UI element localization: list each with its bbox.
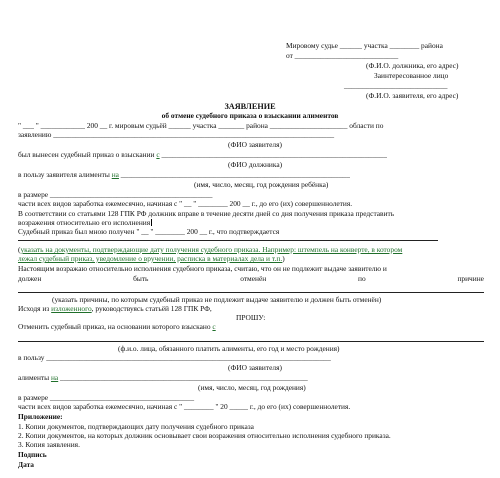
underlined-word-s: с <box>156 150 160 159</box>
body-line-based-on: Исходя из изложенного, руководствуясь статьёй 128 ГПК РФ, <box>18 304 212 313</box>
body-line-objection-statement: Настоящим возражаю относительно исполнения судебного приказа, считаю, что он не подлежит выдаче заявителю и <box>18 264 387 273</box>
hint-documents-line-2: лежал судебный приказ, уведомление о вручении, расписка в материалах дела и т.п.) <box>18 254 285 263</box>
body-line-date-court: " ___ " ____________ 200 __ г. мировым судьёй ______ участка _______ района _____________________ области по <box>18 121 384 130</box>
underlined-word-na: на <box>111 170 119 179</box>
appendix-heading: Приложение: <box>18 412 63 421</box>
appendix-item-1: 1. Копии документов, подтверждающих дату получения судебного приказа <box>18 422 254 431</box>
request-heading: ПРОШУ: <box>236 313 266 322</box>
appendix-item-3: 3. Копия заявления. <box>18 440 80 449</box>
applicant-line: ____________________________ <box>344 81 448 90</box>
body-line-order-received: Судебный приказ был мною получен " __ " ________ 200 __ г., что подтверждается <box>18 227 280 236</box>
caption-debtor-fio: (ФИО должника) <box>228 160 283 169</box>
text-cursor <box>151 219 152 226</box>
caption-payer-data: (ф.и.о. лица, обязанного платить алименты, его год и место рождения) <box>118 344 340 353</box>
fill-line <box>18 240 438 241</box>
document-subtitle: об отмене судебного приказа о взыскании алиментов <box>161 111 339 120</box>
debtor-caption: (Ф.И.О. должника, его адрес) <box>366 61 459 70</box>
underlined-word-izlozhennogo: изложенного <box>51 304 92 313</box>
caption-reasons: (указать причины, по которым судебный приказ не подлежит выдаче заявителю и должен быть отменён) <box>52 295 382 304</box>
caption-applicant-fio: (ФИО заявителя) <box>228 140 282 149</box>
appendix-item-2: 2. Копии документов, на которых должник основывает свои возражения относительно исполнения судебного приказа. <box>18 431 391 440</box>
signature-label: Подпись <box>18 450 47 459</box>
caption-child-data: (имя, число, месяц, год рождения ребёнка) <box>194 180 329 189</box>
body-line-order-issued: был вынесен судебный приказ о взыскании с _____________________________________________________________ <box>18 150 387 159</box>
body-line-amount: в размере ____________________________________________ <box>18 190 213 199</box>
body-line-earnings-start-2: части всех видов заработка ежемесячно, начиная с " ________ " 20 _____ г., до его (их) совершеннолетия. <box>18 402 351 411</box>
body-line-in-favor: в пользу _____________________________________________________________________________ <box>18 353 331 362</box>
fill-line <box>18 341 484 342</box>
body-line-objections: возражения относительно его исполнения <box>18 218 151 227</box>
underlined-word-na: на <box>50 373 59 382</box>
caption-birth-data: (имя, число, месяц, год рождения) <box>198 383 306 392</box>
body-line-reason: должен быть отменён по причине <box>18 274 484 283</box>
document-title: ЗАЯВЛЕНИЕ <box>224 102 276 111</box>
body-line-alimony-for: в пользу заявителя алименты на ______________________________________________________________ <box>18 170 350 179</box>
recipient-judge-line: Мировому судье ______ участка ________ района <box>286 41 443 50</box>
body-line-law-reference: В соответствии со статьями 128 ГПК РФ должник вправе в течение десяти дней со дня получения приказа представить <box>18 209 395 218</box>
body-line-amount-2: в размере _______________________________________ <box>18 393 195 402</box>
underlined-word-s: с <box>212 322 216 331</box>
interested-party-label: Заинтересованное лицо <box>374 71 449 80</box>
body-line-alimony-on: алименты на ___________________________________________________________________ <box>18 373 308 382</box>
fill-line <box>18 292 484 293</box>
body-line-applicant: заявлению ____________________________________________________________________________ <box>18 130 335 139</box>
body-line-earnings-start: части всех видов заработка ежемесячно, начиная с " __ " ________ 200 __ г., до его (их) совершеннолетия. <box>18 199 353 208</box>
hint-documents-line-1: (указать на документы, подтверждающие дату получения судебного приказа. Например: штемпель на конверте, в котором <box>18 245 403 254</box>
debtor-from-line: от ____________________________ <box>286 51 399 60</box>
caption-applicant-fio-2: (ФИО заявителя) <box>228 363 282 372</box>
body-line-cancel-order: Отменить судебный приказ, на основании которого взыскано с <box>18 322 216 331</box>
date-label: Дата <box>18 460 35 469</box>
applicant-caption: (Ф.И.О. заявителя, его адрес) <box>366 91 459 100</box>
